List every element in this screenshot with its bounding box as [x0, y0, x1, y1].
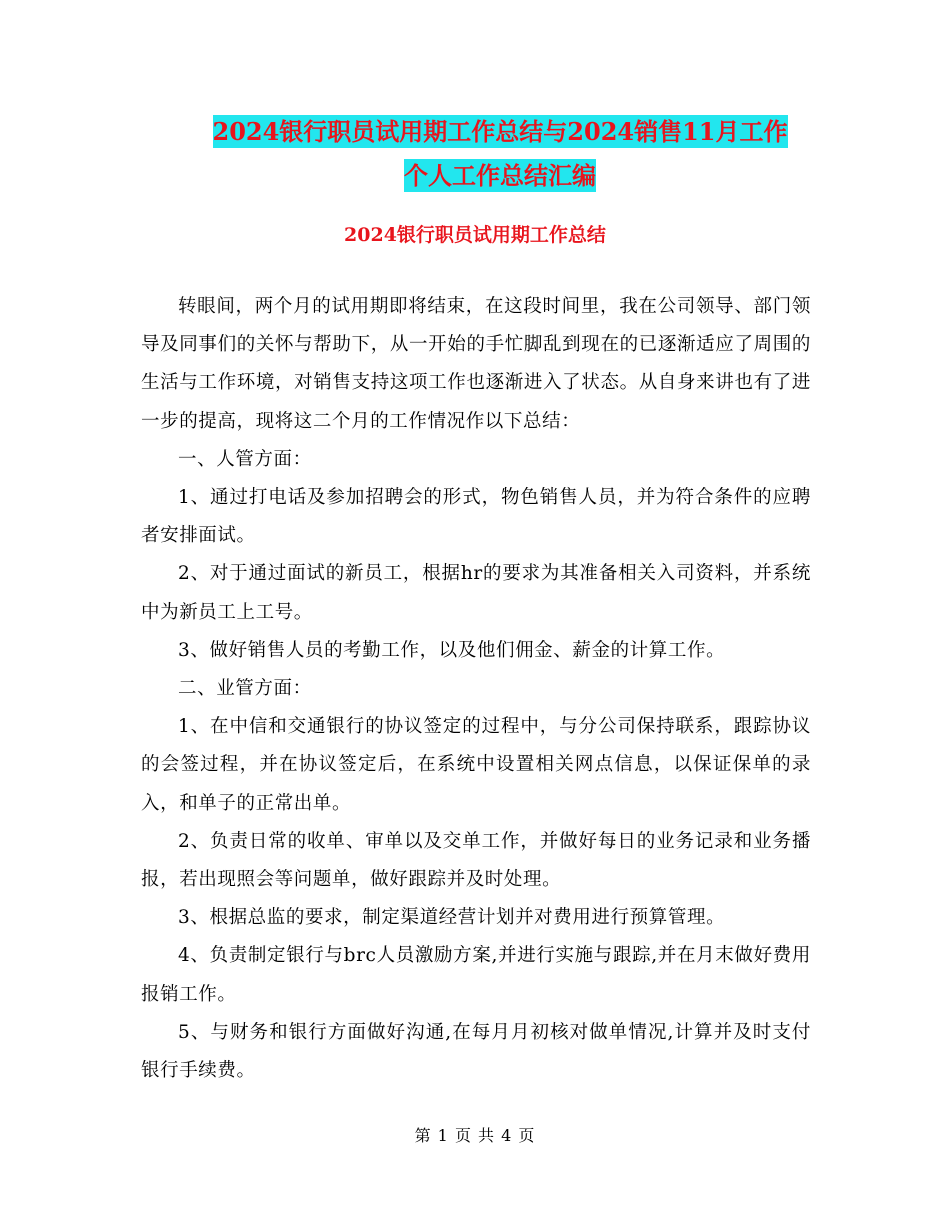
paragraph-intro: 转眼间，两个月的试用期即将结束，在这段时间里，我在公司领导、部门领导及同事们的关怀与帮助下，从一开始的手忙脚乱到现在的已逐渐适应了周围的生活与工作环境，对销售支持这项工作也逐渐进入了状态。从自身来讲也有了进一步的提高，现将这二个月的工作情况作以下总结：: [141, 296, 811, 432]
paragraph-item: 4、负责制定银行与brc人员激励方案,并进行实施与跟踪,并在月末做好费用报销工作。: [141, 945, 811, 1005]
paragraph-item: 1、通过打电话及参加招聘会的形式，物色销售人员，并为符合条件的应聘者安排面试。: [141, 487, 811, 547]
paragraph-item: 3、根据总监的要求，制定渠道经营计划并对费用进行预算管理。: [178, 907, 726, 929]
document-body: [141, 288, 811, 1090]
heading-business: 二、业管方面：: [178, 678, 312, 700]
document-title-line1: 2024银行职员试用期工作总结与2024销售11月工作: [212, 117, 788, 146]
paragraph-item: 1、在中信和交通银行的协议签定的过程中，与分公司保持联系，跟踪协议的会签过程，并在协议签定后，在系统中设置相关网点信息，以保证保单的录入，和单子的正常出单。: [141, 716, 811, 814]
document-title-line2: 个人工作总结汇编: [404, 161, 596, 190]
paragraph-item: 5、与财务和银行方面做好沟通,在每月月初核对做单情况,计算并及时支付银行手续费。: [141, 1021, 811, 1082]
paragraph-item: 2、负责日常的收单、审单以及交单工作，并做好每日的业务记录和业务播报，若出现照会等问题单，做好跟踪并及时处理。: [141, 830, 811, 891]
page-footer: 第 1 页 共 4 页: [414, 1126, 536, 1145]
paragraph-item: 3、做好销售人员的考勤工作，以及他们佣金、薪金的计算工作。: [178, 639, 726, 661]
section-title: 2024银行职员试用期工作总结: [344, 224, 606, 246]
document-title: [140, 110, 860, 198]
paragraph-item: 2、对于通过面试的新员工，根据hr的要求为其准备相关入司资料，并系统中为新员工上工号。: [141, 563, 811, 623]
heading-personnel: 一、人管方面：: [178, 448, 312, 470]
